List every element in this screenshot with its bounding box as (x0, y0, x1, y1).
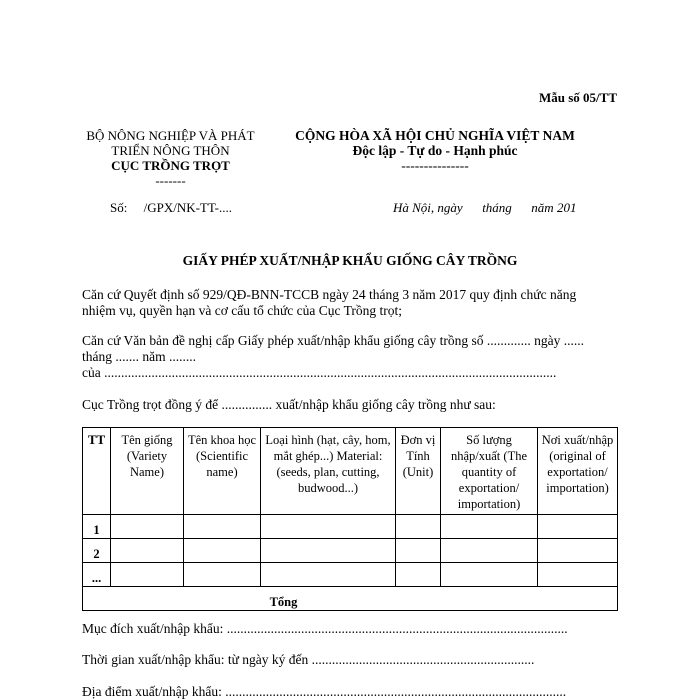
col-header-tt: TT (83, 428, 111, 515)
cell-material (261, 563, 396, 587)
cell-material (261, 539, 396, 563)
ministry-line2: TRIỂN NÔNG THÔN (111, 143, 230, 158)
cell-quantity (441, 539, 538, 563)
table-row (83, 563, 618, 587)
table-row (83, 515, 618, 539)
table-total-row (83, 587, 618, 611)
col-header-unit: Đơn vị Tính (Unit) (396, 428, 441, 515)
total-label: Tổng (83, 587, 618, 611)
cell-variety (111, 563, 184, 587)
document-number: Số: /GPX/NK-TT-.... (110, 200, 232, 215)
cell-origin (538, 539, 618, 563)
cell-origin (538, 515, 618, 539)
right-divider: --------------- (401, 158, 469, 173)
left-divider: ------- (155, 173, 186, 188)
cell-origin (538, 563, 618, 587)
col-header-scientific: Tên khoa học (Scientific name) (184, 428, 261, 515)
department-name: CỤC TRỒNG TRỌT (111, 158, 230, 173)
cell-variety (111, 539, 184, 563)
ministry-line1: BỘ NÔNG NGHIỆP VÀ PHÁT (86, 128, 255, 143)
row-number: 2 (83, 539, 111, 563)
cell-scientific (184, 563, 261, 587)
national-header (275, 128, 595, 173)
place-date: Hà Nội, ngày tháng năm 201 (393, 200, 577, 215)
motto: Độc lập - Tự do - Hạnh phúc (352, 143, 518, 158)
legal-basis-1-line1: Căn cứ Quyết định số 929/QĐ-BNN-TCCB ngày 24 tháng 3 năm 2017 quy định chức năng (82, 287, 577, 302)
document-title: GIẤY PHÉP XUẤT/NHẬP KHẨU GIỐNG CÂY TRỒNG (182, 253, 518, 268)
cell-variety (111, 515, 184, 539)
form-code: Mẫu số 05/TT (538, 90, 617, 105)
cell-unit (396, 563, 441, 587)
col-header-origin: Nơi xuất/nhập (original of exportation/ importation) (538, 428, 618, 515)
legal-basis-1-line2: nhiệm vụ, quyền hạn và cơ cấu tổ chức của Cục Trồng trọt; (82, 303, 403, 318)
country-name: CỘNG HÒA XÃ HỘI CHỦ NGHĨA VIỆT NAM (295, 128, 575, 143)
purpose-line: Mục đích xuất/nhập khẩu: ..................................................................................................... (82, 621, 568, 636)
ministry-header (78, 128, 263, 188)
col-header-material: Loại hình (hạt, cây, hom, mắt ghép...) Material: (seeds, plan, cutting, budwood...) (261, 428, 396, 515)
col-header-quantity: Số lượng nhập/xuất (The quantity of exportation/ importation) (441, 428, 538, 515)
cell-scientific (184, 515, 261, 539)
cell-quantity (441, 515, 538, 539)
legal-basis-2-line3: của ...................................................................................................................................... (82, 365, 557, 380)
cell-unit (396, 539, 441, 563)
legal-basis-2-line2: tháng ....... năm ........ (82, 349, 196, 364)
cell-material (261, 515, 396, 539)
legal-basis-2-line1: Căn cứ Văn bản đề nghị cấp Giấy phép xuất/nhập khẩu giống cây trồng số ............. ngày ...... (82, 333, 584, 348)
time-line: Thời gian xuất/nhập khẩu: từ ngày ký đến .................................................................. (82, 652, 535, 667)
cell-quantity (441, 563, 538, 587)
table-header-row (83, 428, 618, 515)
location-line: Địa điểm xuất/nhập khẩu: ..................................................................................................... (82, 684, 567, 699)
row-number: ... (83, 563, 111, 587)
col-header-variety: Tên giống (Variety Name) (111, 428, 184, 515)
row-number: 1 (83, 515, 111, 539)
approval-statement: Cục Trồng trọt đồng ý để ............... xuất/nhập khẩu giống cây trồng như sau: (82, 397, 496, 412)
seed-table (82, 427, 618, 611)
table-row (83, 539, 618, 563)
cell-scientific (184, 539, 261, 563)
cell-unit (396, 515, 441, 539)
